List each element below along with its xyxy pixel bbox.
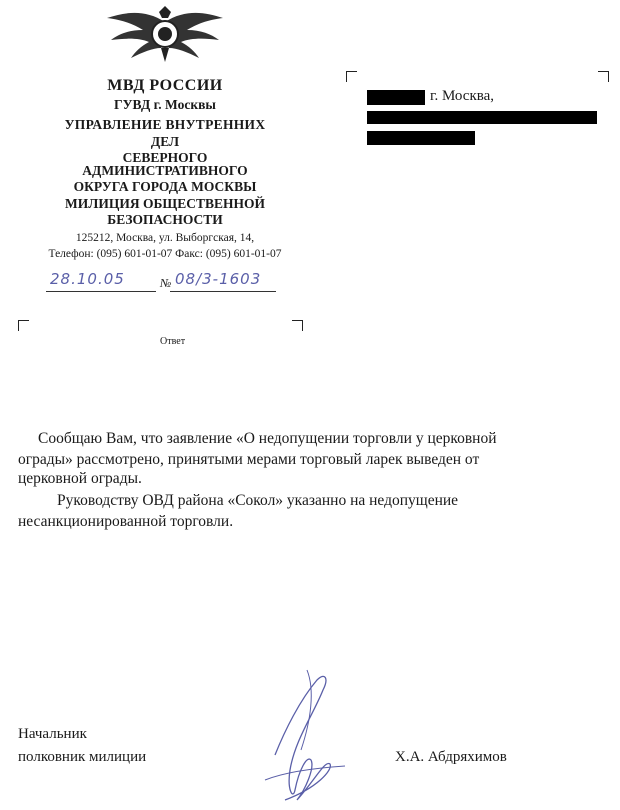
- corner-bracket-icon: [292, 320, 303, 331]
- signer-name: Х.А. Абдряхимов: [395, 749, 507, 765]
- registration-number: 08/3-1603: [175, 270, 262, 288]
- department-line: УПРАВЛЕНИЕ ВНУТРЕННИХ: [64, 117, 266, 132]
- department-line: АДМИНИСТРАТИВНОГО: [82, 163, 248, 178]
- redaction-bar: [367, 111, 597, 124]
- mvd-emblem-icon: [105, 4, 225, 66]
- corner-bracket-icon: [598, 71, 609, 82]
- registration-date: 28.10.05: [50, 270, 125, 288]
- phone-fax: Телефон: (095) 601-01-07 Факс: (095) 601-01-07: [48, 248, 282, 260]
- redaction-bar: [367, 131, 475, 145]
- department-line: ОКРУГА ГОРОДА МОСКВЫ: [73, 179, 257, 194]
- department-line: ДЕЛ: [150, 134, 180, 149]
- handwritten-signature: [245, 660, 355, 810]
- recipient-city: г. Москва,: [430, 88, 495, 104]
- corner-bracket-icon: [346, 71, 357, 82]
- signer-rank: полковник милиции: [18, 749, 147, 765]
- guvd-line: ГУВД г. Москвы: [114, 97, 216, 112]
- signer-position: Начальник: [18, 726, 87, 742]
- number-sign: №: [160, 276, 172, 290]
- body-paragraph-line: Руководству ОВД района «Сокол» указанно на недопущение: [57, 492, 459, 509]
- department-line: СЕВЕРНОГО: [122, 150, 208, 165]
- body-paragraph-line: несанкционированной торговли.: [18, 513, 234, 530]
- number-underline: [170, 291, 276, 292]
- body-paragraph-line: Сообщаю Вам, что заявление «О недопущении торговли у церковной: [38, 430, 497, 447]
- reply-label: Ответ: [160, 336, 186, 347]
- postal-address: 125212, Москва, ул. Выборгская, 14,: [75, 232, 255, 244]
- redaction-bar: [367, 90, 425, 105]
- department-line: МИЛИЦИЯ ОБЩЕСТВЕННОЙ: [65, 196, 265, 211]
- department-line: БЕЗОПАСНОСТИ: [107, 212, 223, 227]
- corner-bracket-icon: [18, 320, 29, 331]
- ministry-title: МВД РОССИИ: [107, 77, 223, 94]
- body-paragraph-line: церковной ограды.: [18, 470, 142, 487]
- body-paragraph-line: ограды» рассмотрено, принятыми мерами торговый ларек выведен от: [18, 451, 480, 468]
- date-underline: [46, 291, 156, 292]
